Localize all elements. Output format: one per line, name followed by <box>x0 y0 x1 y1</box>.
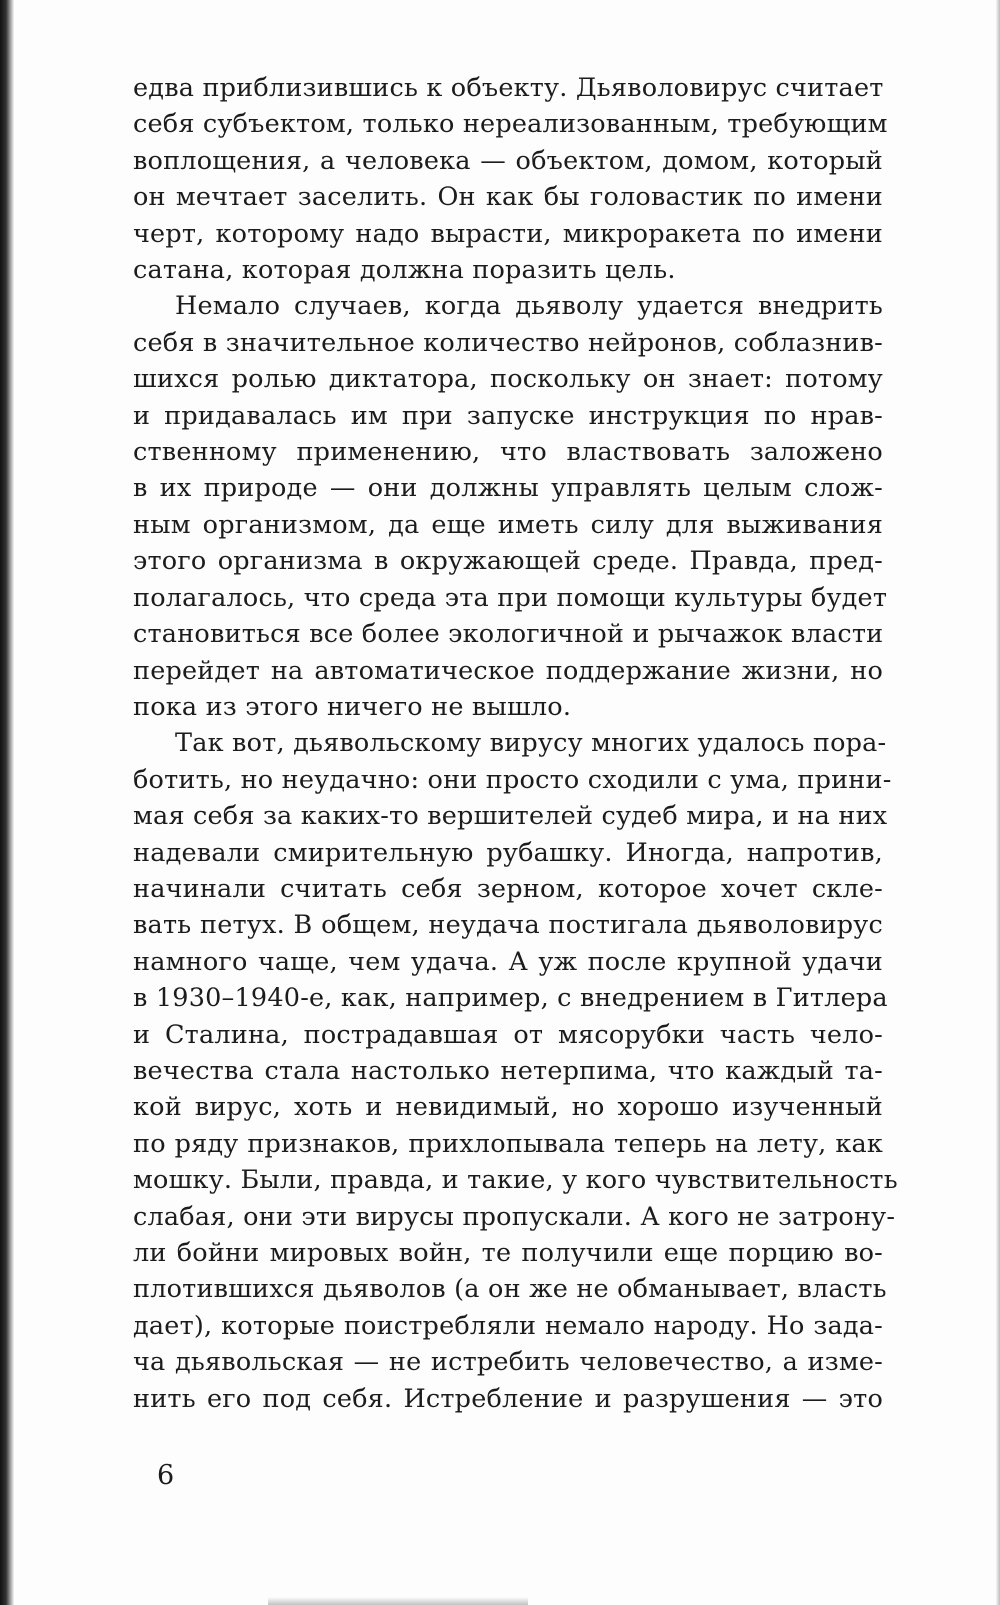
text-line: мая себя за каких-то вершителей судеб мира, и на них <box>133 801 888 832</box>
text-line: ли бойни мировых войн, те получили еще порцию во- <box>133 1238 883 1268</box>
text-line: он мечтает заселить. Он как бы головастик по имени <box>133 182 883 213</box>
text-line: полагалось, что среда эта при помощи культуры будет <box>133 582 888 613</box>
text-line: ча дьявольская — не истребить человечество, а изме- <box>133 1347 883 1378</box>
body-text <box>133 70 898 1417</box>
text-line: Так вот, дьявольскому вирусу многих удалось пора- <box>175 728 887 759</box>
text-line: намного чаще, чем удача. А уж после крупной удачи <box>133 946 883 977</box>
text-line: шихся ролью диктатора, поскольку он знает: потому <box>133 364 883 395</box>
text-line: нить его под себя. Истребление и разрушения — это <box>133 1383 883 1414</box>
text-line: вечества стала настолько нетерпима, что каждый та- <box>133 1055 883 1086</box>
text-line: Немало случаев, когда дьяволу удается внедрить <box>175 291 883 322</box>
scan-shadow-left <box>0 0 14 1605</box>
text-line: пока из этого ничего не вышло. <box>133 691 572 722</box>
page-number: 6 <box>157 1460 175 1491</box>
text-line: перейдет на автоматическое поддержание жизни, но <box>133 655 883 686</box>
text-line: ным организмом, да еще иметь силу для выживания <box>133 509 883 540</box>
text-line: и Сталина, пострадавшая от мясорубки часть чело- <box>133 1019 883 1050</box>
text-line: становиться все более экологичной и рычажок власти <box>133 619 884 650</box>
text-line: сатана, которая должна поразить цель. <box>133 255 676 286</box>
text-line: в 1930–1940-е, как, например, с внедрением в Гитлера <box>133 983 888 1014</box>
text-line: мошку. Были, правда, и такие, у кого чувствительность <box>133 1165 898 1196</box>
text-line: плотившихся дьяволов (а он же не обманывает, власть <box>133 1274 887 1305</box>
paragraph-1 <box>133 70 888 288</box>
text-line: в их природе — они должны управлять целым слож- <box>133 473 883 504</box>
text-line: вать петух. В общем, неудача постигала дьяволовирус <box>133 910 883 941</box>
text-line: и придавалась им при запуске инструкция по нрав- <box>133 400 883 431</box>
text-line: черт, которому надо вырасти, микроракета по имени <box>133 218 883 249</box>
text-line: этого организма в окружающей среде. Правда, пред- <box>133 546 883 577</box>
text-line: себя в значительное количество нейронов, соблазнив- <box>133 327 883 358</box>
text-line: кой вирус, хоть и невидимый, но хорошо изученный <box>133 1092 883 1123</box>
scan-shadow-right <box>996 0 1000 1605</box>
text-line: ственному применению, что властвовать заложено <box>133 437 883 468</box>
paragraph-2 <box>133 288 888 725</box>
text-line: ботить, но неудачно: они просто сходили с ума, прини- <box>133 764 892 795</box>
scan-artifact-bottom <box>268 1597 528 1605</box>
text-line: себя субъектом, только нереализованным, требующим <box>133 109 888 140</box>
text-line: начинали считать себя зерном, которое хочет скле- <box>133 873 883 904</box>
text-line: надевали смирительную рубашку. Иногда, напротив, <box>133 837 883 868</box>
text-line: по ряду признаков, прихлопывала теперь на лету, как <box>133 1128 883 1159</box>
text-line: дает), которые поистребляли немало народу. Но зада- <box>133 1310 883 1341</box>
text-line: едва приблизившись к объекту. Дьяволовирус считает <box>133 73 884 103</box>
paragraph-3 <box>133 725 898 1417</box>
text-line: слабая, они эти вирусы пропускали. А кого не затрону- <box>133 1201 896 1232</box>
text-line: воплощения, а человека — объектом, домом, который <box>133 145 883 176</box>
